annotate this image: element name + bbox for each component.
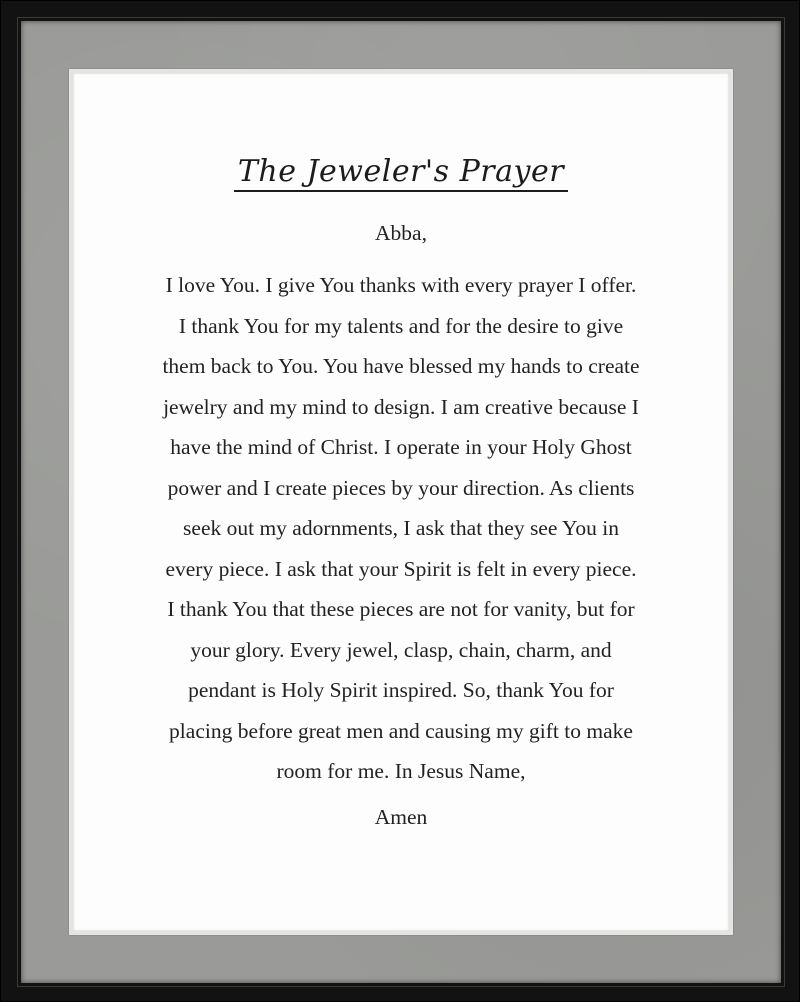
prayer-line: power and I create pieces by your direction. As clients xyxy=(167,475,635,500)
prayer-line: I thank You that these pieces are not for vanity, but for xyxy=(167,597,635,621)
salutation: Abba, xyxy=(375,221,427,245)
title-container xyxy=(73,155,729,192)
prayer-title: The Jeweler's Prayer xyxy=(234,155,568,192)
prayer-line: I love You. I give You thanks with every prayer I offer. xyxy=(165,273,637,297)
prayer-line: have the mind of Christ. I operate in your Holy Ghost xyxy=(170,435,632,459)
prayer-line: pendant is Holy Spirit inspired. So, thank You for xyxy=(188,678,614,702)
prayer-line: your glory. Every jewel, clasp, chain, charm, and xyxy=(190,637,612,662)
prayer-paper xyxy=(73,73,729,931)
mat-board xyxy=(21,21,781,983)
closing: Amen xyxy=(374,805,428,829)
prayer-line: them back to You. You have blessed my hands to create xyxy=(162,354,640,378)
prayer-line: I thank You for my talents and for the desire to give xyxy=(178,313,624,338)
prayer-line: placing before great men and causing my gift to make xyxy=(169,718,633,743)
prayer-line: jewelry and my mind to design. I am creative because I xyxy=(163,394,639,419)
mat-bevel xyxy=(69,69,733,935)
prayer-line: seek out my adornments, I ask that they see You in xyxy=(183,516,619,540)
prayer-body xyxy=(73,265,729,792)
prayer-line: room for me. In Jesus Name, xyxy=(276,759,526,783)
prayer-line: every piece. I ask that your Spirit is felt in every piece. xyxy=(165,556,637,581)
